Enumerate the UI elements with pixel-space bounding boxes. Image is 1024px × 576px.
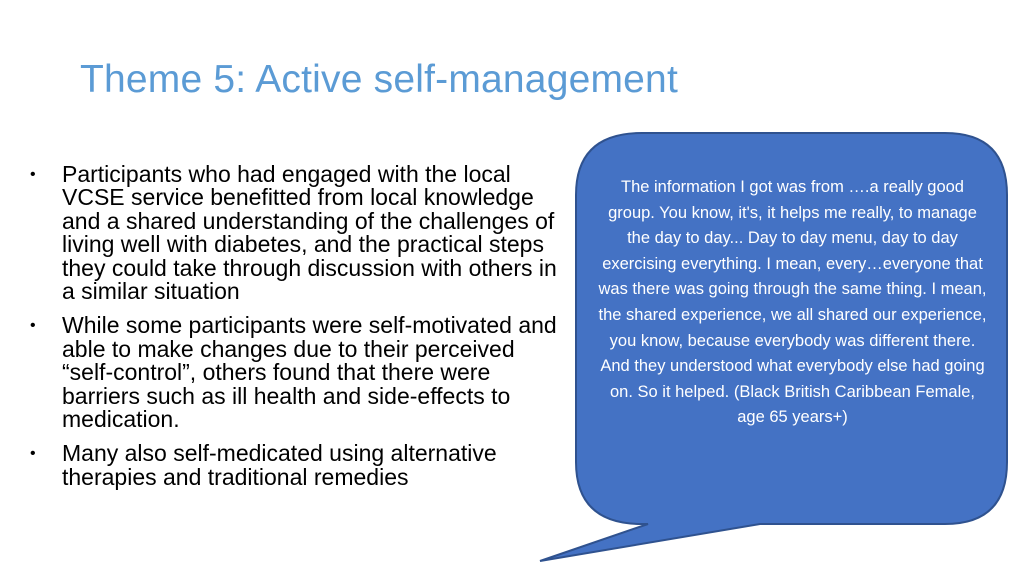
quote-text: The information I got was from ….a really good group. You know, it's, it helps me really, to manage the day to day... Day to day menu, day to day exercising everything. I mean, every…everyone that was there was going through the same thing. I mean, the shared experience, we all shared our experience, you know, because everybody was different there. And they understood what everybody else had going on. So it helped. (Black British Caribbean Female, age 65 years+) [598,178,987,427]
bullet-text: While some participants were self-motivated and able to make changes due to their perceived “self-control”, others found that there were barriers such as ill health and side-effects to medication. [62,312,557,433]
bullet-icon: • [30,317,36,335]
bullet-text: Many also self-medicated using alternative therapies and traditional remedies [62,440,497,490]
bullet-icon: • [30,445,36,463]
slide-title: Theme 5: Active self-management [80,58,678,101]
bullet-icon: • [30,166,36,183]
bullet-text: Participants who had engaged with the local VCSE service benefitted from local knowledge and a shared understanding of the challenges of living well with diabetes, and the practical steps they could take through discussion with others in a similar situation [62,161,557,305]
